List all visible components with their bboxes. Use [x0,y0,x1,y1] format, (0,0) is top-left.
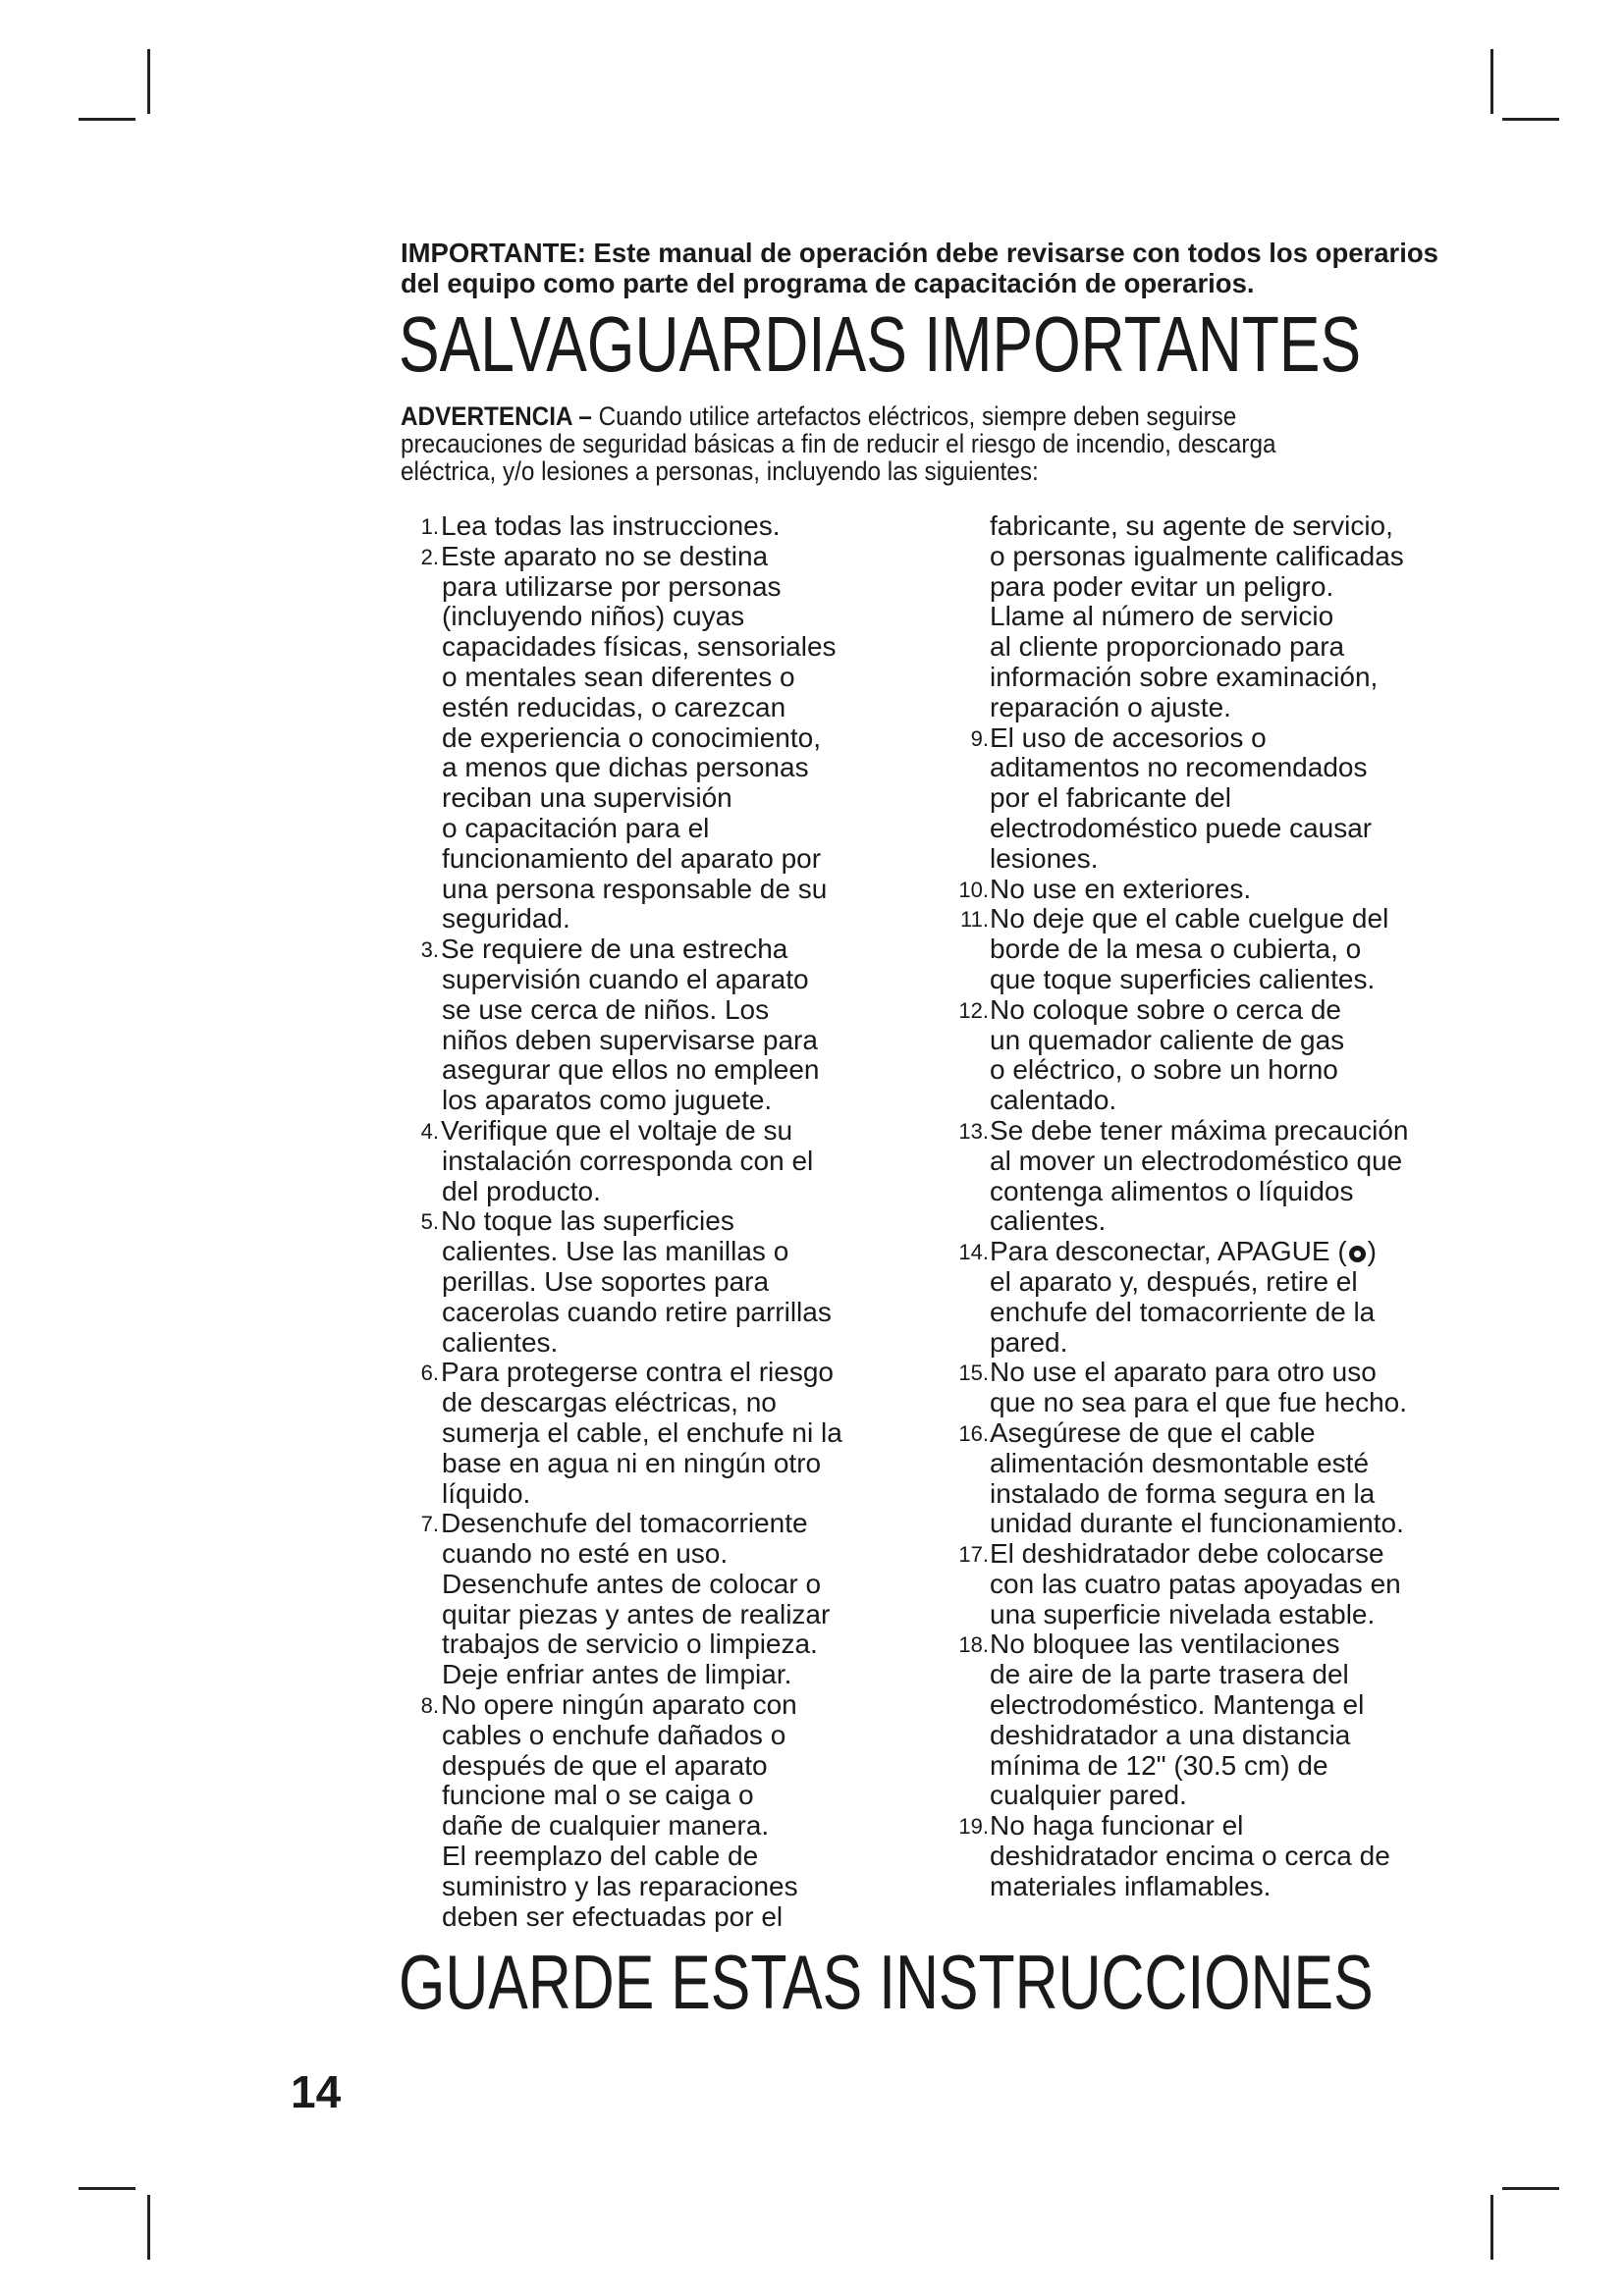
instruction-text: fabricante, su agente de servicio, [990,510,1393,541]
instruction-text: reparación o ajuste. [990,691,1231,722]
instruction-line [397,1811,907,1842]
warning-paragraph [401,402,1311,485]
instruction-item-start [943,1358,1492,1388]
instruction-item-start [943,875,1492,905]
instruction-text: calientes. [442,1326,559,1358]
instruction-line [397,1570,907,1600]
item-number: 13. [958,1118,989,1144]
instruction-line [397,995,907,1026]
instruction-line [943,1600,1492,1630]
instruction-line [397,632,907,663]
instruction-text: No bloquee las ventilaciones [990,1629,1340,1660]
instruction-line [397,1721,907,1751]
instruction-text: enchufe del tomacorriente de la [990,1296,1376,1327]
instruction-text: instalación corresponda con el [442,1145,814,1176]
instruction-line [943,1479,1492,1510]
instruction-text: El deshidratador debe colocarse [990,1538,1384,1570]
instruction-text: lesiones. [990,842,1099,874]
instruction-line [397,1388,907,1418]
crop-mark [1490,49,1493,114]
instruction-text: funcionamiento del aparato por [442,842,822,874]
item-number: 19. [958,1814,989,1840]
instruction-line [943,934,1492,965]
instruction-line [943,783,1492,814]
instruction-line [397,663,907,693]
instruction-line [397,875,907,905]
instruction-line [397,693,907,723]
instruction-line [397,1629,907,1660]
instruction-item-start [397,934,907,965]
instruction-item-start [943,1116,1492,1147]
instruction-line [943,572,1492,603]
crop-mark [79,2187,135,2190]
instruction-line [943,814,1492,844]
instruction-text: de descargas eléctricas, no [442,1387,777,1418]
instruction-item-start [397,1690,907,1721]
instruction-text: cualquier pared. [990,1780,1187,1811]
instruction-text: seguridad. [442,903,570,934]
item-number: 5. [420,1209,439,1235]
page-number: 14 [291,2066,342,2117]
instruction-text: funcione mal o se caiga o [442,1780,754,1811]
instruction-text: electrodoméstico. Mantenga el [990,1689,1365,1721]
instruction-line [397,1328,907,1359]
instruction-item-start [943,1629,1492,1660]
instruction-text: No deje que el cable cuelgue del [990,903,1389,934]
instruction-text: deben ser efectuadas por el [442,1900,784,1932]
instruction-line [943,1721,1492,1751]
instruction-text: de aire de la parte trasera del [990,1659,1349,1690]
instruction-text: Para protegerse contra el riesgo [441,1357,834,1388]
instruction-text: Se debe tener máxima precaución [990,1114,1409,1146]
instruction-text: al mover un electrodoméstico que [990,1145,1403,1176]
instruction-line [397,1842,907,1872]
instruction-text: El reemplazo del cable de [442,1841,759,1872]
instruction-text: pared. [990,1326,1068,1358]
instruction-text: Este aparato no se destina [441,540,769,571]
instruction-text: perillas. Use soportes para [442,1265,770,1297]
instruction-line [943,1328,1492,1359]
instruction-line [397,1781,907,1811]
instruction-text: una persona responsable de su [442,873,828,904]
instruction-text: reciban una supervisión [442,782,732,814]
instruction-line [943,1298,1492,1328]
instruction-text: que toque superficies calientes. [990,963,1376,994]
instruction-text: de experiencia o conocimiento, [442,721,822,753]
instruction-text: Desenchufe del tomacorriente [441,1508,808,1539]
instruction-text: capacidades físicas, sensoriales [442,631,837,663]
instruction-line [943,1267,1492,1298]
instruction-line [397,1298,907,1328]
instruction-text: Asegúrese de que el cable [990,1416,1316,1448]
instruction-text: El uso de accesorios o [990,721,1267,753]
instruction-line [397,783,907,814]
instruction-line [397,1055,907,1086]
item-number: 9. [970,725,989,751]
instruction-text: una superficie nivelada estable. [990,1598,1376,1629]
instruction-text: Deje enfriar antes de limpiar. [442,1659,792,1690]
instruction-line [397,904,907,934]
instruction-line [943,511,1492,542]
instruction-text: No use el aparato para otro uso [990,1357,1377,1388]
item-number: 11. [960,907,989,933]
warning-text: Cuando utilice artefactos eléctricos, siempre deben seguirse precauciones de seguridad básicas a fin de reducir el riesgo de incendio, descarga eléctrica, y/o lesiones a personas, incluyendo las siguientes: [401,401,1276,486]
instruction-text: calientes. [990,1205,1107,1237]
instruction-text: o mentales sean diferentes o [442,661,795,692]
instruction-text: cuando no esté en uso. [442,1538,729,1570]
crop-mark [1490,2195,1493,2260]
instruction-line [397,1267,907,1298]
instruction-line [943,753,1492,783]
instruction-text: quitar piezas y antes de realizar [442,1598,831,1629]
item-number: 2. [420,544,439,569]
instruction-text: al cliente proporcionado para [990,631,1345,663]
instruction-item-start [943,1811,1492,1842]
instruction-line [397,1449,907,1479]
instruction-line [397,1177,907,1207]
instruction-line [397,1086,907,1116]
item-number: 1. [420,514,439,539]
instruction-text: borde de la mesa o cubierta, o [990,934,1362,965]
instruction-item-start [943,995,1492,1026]
instruction-text: suministro y las reparaciones [442,1870,798,1901]
instruction-text: a menos que dichas personas [442,752,809,783]
instruction-text: instalado de forma segura en la [990,1477,1376,1509]
instruction-text: que no sea para el que fue hecho. [990,1387,1408,1418]
instruction-text: para poder evitar un peligro. [990,570,1334,602]
instruction-text: o eléctrico, o sobre un horno [990,1054,1338,1086]
instruction-line [397,602,907,632]
instruction-item-start [943,904,1492,934]
power-off-icon [1349,1246,1366,1262]
item-number: 8. [420,1693,439,1719]
instruction-text: asegurar que ellos no empleen [442,1054,820,1086]
instruction-text: deshidratador encima o cerca de [990,1841,1390,1872]
instruction-text: No use en exteriores. [990,873,1252,904]
instruction-line [397,1660,907,1690]
instruction-text: electrodoméstico puede causar [990,812,1373,843]
instruction-line [943,632,1492,663]
instruction-text: Verifique que el voltaje de su [441,1114,793,1146]
instruction-text: unidad durante el funcionamiento. [990,1508,1404,1539]
instruction-line [943,1449,1492,1479]
instruction-line [943,1872,1492,1902]
item-number: 10. [958,877,989,902]
item-number: 6. [420,1361,439,1386]
instruction-line [943,1177,1492,1207]
instruction-line [943,1842,1492,1872]
instruction-text: con las cuatro patas apoyadas en [990,1568,1401,1599]
instruction-text: contenga alimentos o líquidos [990,1175,1354,1206]
instruction-line [943,602,1492,632]
instruction-text: No haga funcionar el [990,1810,1244,1842]
instruction-text: Desenchufe antes de colocar o [442,1568,822,1599]
instruction-text: Se requiere de una estrecha [441,934,788,965]
instruction-text: calentado. [990,1085,1117,1116]
instruction-text: deshidratador a una distancia [990,1719,1351,1750]
instruction-line [397,1872,907,1902]
item-number: 18. [958,1632,989,1658]
instruction-text: aditamentos no recomendados [990,752,1368,783]
instruction-item-start [943,1418,1492,1449]
instruction-text: cables o enchufe dañados o [442,1719,786,1750]
instruction-line [397,965,907,995]
instruction-item-start [943,1539,1492,1570]
instruction-line [397,753,907,783]
item-number: 16. [958,1420,989,1446]
instruction-line [943,1509,1492,1539]
page-title: SALVAGUARDIAS IMPORTANTES [399,300,1362,388]
warning-label: ADVERTENCIA – [401,401,592,431]
instruction-line [397,1026,907,1056]
instruction-text: base en agua ni en ningún otro [442,1447,822,1478]
item-number: 3. [420,937,439,963]
instruction-text: para utilizarse por personas [442,570,782,602]
instruction-text: se use cerca de niños. Los [442,993,770,1025]
item-number: 17. [958,1542,989,1568]
instruction-line [397,1237,907,1267]
instruction-item-start [397,511,907,542]
instruction-line [397,1147,907,1177]
instruction-line [943,844,1492,875]
instruction-line [943,1690,1492,1721]
instruction-text: dañe de cualquier manera. [442,1810,770,1842]
instruction-text: niños deben supervisarse para [442,1024,818,1055]
instruction-item-start [397,1509,907,1539]
instruction-text: trabajos de servicio o limpieza. [442,1629,818,1660]
instruction-line [397,1902,907,1933]
instruction-item-start [397,542,907,572]
instruction-text: cacerolas cuando retire parrillas [442,1296,832,1327]
instruction-line [943,1751,1492,1782]
instruction-text: los aparatos como juguete. [442,1085,773,1116]
instruction-line [397,844,907,875]
instruction-text: después de que el aparato [442,1749,768,1781]
instruction-text: del producto. [442,1175,601,1206]
instruction-text: o capacitación para el [442,812,710,843]
instruction-line [943,965,1492,995]
item-number: 7. [420,1512,439,1537]
instruction-item-start [943,723,1492,754]
instruction-line [943,1086,1492,1116]
save-instructions-title: GUARDE ESTAS INSTRUCCIONES [399,1939,1374,2025]
item-number: 4. [420,1118,439,1144]
instruction-text: materiales inflamables. [990,1870,1272,1901]
instruction-text: Para desconectar, APAGUE ( ) [990,1236,1377,1267]
instruction-text: Lea todas las instrucciones. [441,510,781,541]
instruction-text: No toque las superficies [441,1205,734,1237]
instruction-line [943,1206,1492,1237]
crop-mark [1502,2187,1559,2190]
instruction-line [397,723,907,754]
instruction-text: o personas igualmente calificadas [990,540,1404,571]
crop-mark [147,2195,150,2260]
instruction-line [397,1479,907,1510]
important-notice: IMPORTANTE: Este manual de operación debe revisarse con todos los operarios del equipo como parte del programa de capacitación de operarios. [401,238,1438,298]
instruction-text: el aparato y, después, retire el [990,1265,1358,1297]
instruction-text: información sobre examinación, [990,661,1379,692]
instruction-line [397,1418,907,1449]
instruction-line [943,1388,1492,1418]
instruction-line [397,814,907,844]
instruction-line [943,1055,1492,1086]
instruction-text: calientes. Use las manillas o [442,1236,789,1267]
instruction-line [943,1147,1492,1177]
instruction-line [943,1660,1492,1690]
instruction-line [943,1781,1492,1811]
instruction-text: Llame al número de servicio [990,601,1334,632]
crop-mark [147,49,150,114]
instruction-item-start [397,1358,907,1388]
instruction-text: mínima de 12" (30.5 cm) de [990,1749,1328,1781]
item-number: 14. [958,1240,989,1265]
instruction-item-start [943,1237,1492,1267]
instruction-line [397,1600,907,1630]
instruction-line [943,693,1492,723]
instruction-item-start [397,1206,907,1237]
instruction-text: estén reducidas, o carezcan [442,691,786,722]
instruction-line [943,663,1492,693]
instruction-text: líquido. [442,1477,531,1509]
crop-mark [1502,118,1559,121]
instruction-item-start [397,1116,907,1147]
instruction-text: No coloque sobre o cerca de [990,993,1341,1025]
instruction-text: sumerja el cable, el enchufe ni la [442,1416,842,1448]
item-number: 12. [958,997,989,1023]
instruction-text: alimentación desmontable esté [990,1447,1370,1478]
instruction-line [943,1570,1492,1600]
item-number: 15. [958,1361,989,1386]
instruction-text: supervisión cuando el aparato [442,963,809,994]
instruction-line [943,542,1492,572]
instruction-text: (incluyendo niños) cuyas [442,601,745,632]
instructions-column-right [943,511,1492,1902]
instruction-line [943,1026,1492,1056]
crop-mark [79,118,135,121]
instruction-line [397,1539,907,1570]
instruction-text: un quemador caliente de gas [990,1024,1345,1055]
instruction-line [397,572,907,603]
instruction-text: No opere ningún aparato con [441,1689,797,1721]
instruction-text: por el fabricante del [990,782,1231,814]
instructions-column-left [397,511,907,1932]
instruction-line [397,1751,907,1782]
